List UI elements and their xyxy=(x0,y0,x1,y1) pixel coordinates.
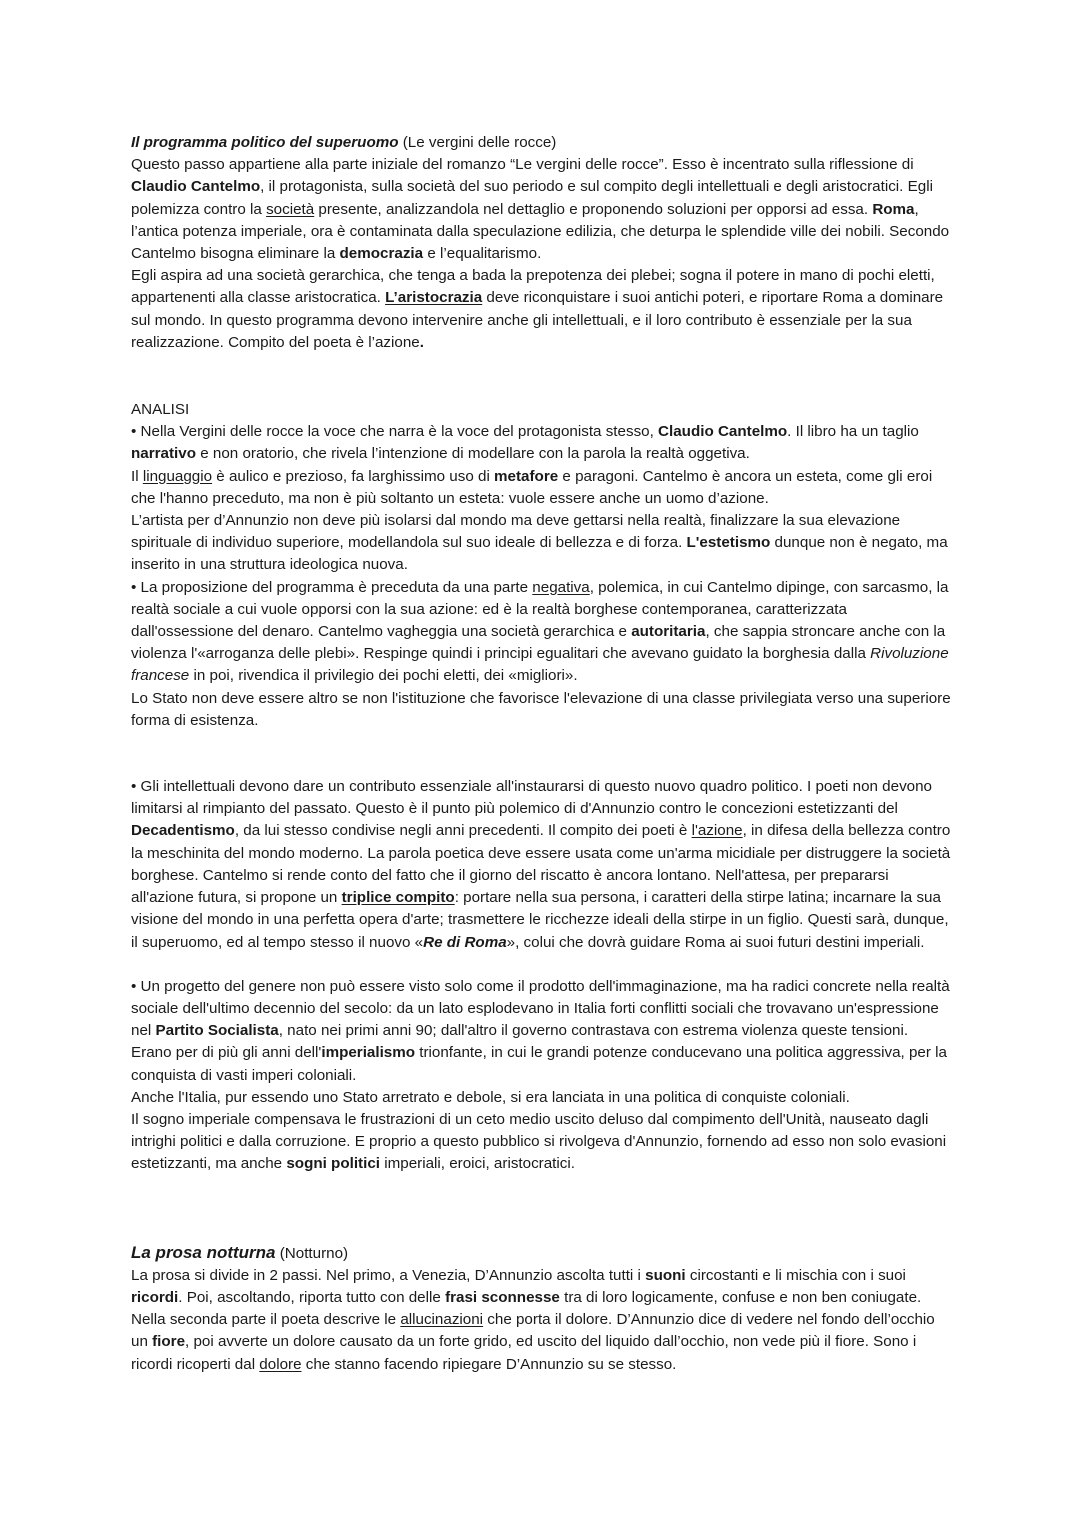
text-run: : portare nella sua persona, i caratteri della stirpe latina; incarnare la sua visione del mondo in una perfetta opera d'arte; trasmettere le ricchezze ideali della stirpe in un figlio. Questi sarà, dunque, il superuomo, ed al tempo stesso il nuovo « xyxy=(131,889,949,951)
text-run: • Un progetto del genere non può essere visto solo come il prodotto dell'immaginazione, ma ha radici concrete nella realtà sociale dell'ultimo decennio del secolo: da un lato esplodevano in Italia forti conflitti sociali che trovavano un'espressione nel xyxy=(131,977,950,1040)
document-page xyxy=(131,132,951,1376)
bold-run: . xyxy=(419,333,424,351)
paragraph-prosa-notturna xyxy=(131,1265,951,1376)
text-run: Questo passo appartiene alla parte iniziale del romanzo “Le vergini delle rocce”. Esso è incentrato sulla riflessione di xyxy=(131,156,914,174)
section-title-main: Il programma politico del superuomo xyxy=(131,134,399,151)
bullet-parte-negativa xyxy=(131,577,951,688)
text-run: , da lui stesso condivise negli anni precedenti. Il compito dei poeti è xyxy=(234,822,692,840)
text-run: • Gli intellettuali devono dare un contributo essenziale all'instaurarsi di questo nuovo quadro politico. I poeti non devono limitarsi al rimpianto del passato. Questo è il punto più polemico di d'Annunzio contro le concezioni estetizzanti del xyxy=(131,778,933,818)
bold-run: imperialismo xyxy=(321,1044,416,1062)
section-title xyxy=(131,132,951,154)
bold-italic-run: Re di Roma xyxy=(423,933,507,951)
text-run: imperiali, eroici, aristocratici. xyxy=(380,1155,575,1173)
underlined-run: società xyxy=(266,200,315,218)
bullet-intellettuali xyxy=(131,776,951,954)
bold-run: ricordi xyxy=(131,1288,179,1306)
text-run: , polemica, in cui Cantelmo dipinge, con sarcasmo, la realtà sociale a cui vuole opporsi con la sua azione: ed è la realtà borghese contemporanea, caratterizzata dall'ossessione del denaro. Cantelmo vagheggia una società gerarchica e xyxy=(131,578,949,641)
bold-underlined-run: L’aristocrazia xyxy=(385,289,483,307)
text-run: Il sogno imperiale compensava le frustrazioni di un ceto medio uscito deluso dal compimento dell'Unità, nauseato dagli intrighi politici e dalla corruzione. E proprio a questo pubblico si rivolgeva d'Annunzio, fornendo ad esso non solo evasioni estetizzanti, ma anche xyxy=(131,1110,947,1173)
bold-run: frasi sconnesse xyxy=(445,1288,560,1306)
paragraph-sogno-imperiale xyxy=(131,1109,951,1176)
underlined-run: allucinazioni xyxy=(400,1311,484,1329)
bold-run: narrativo xyxy=(131,445,196,463)
section-title xyxy=(131,1242,951,1265)
section-title-main: La prosa notturna xyxy=(131,1242,276,1262)
text-run: », colui che dovrà guidare Roma ai suoi futuri destini imperiali. xyxy=(506,933,925,951)
text-run: , poi avverte un dolore causato da un forte grido, ed uscito del liquido dall’occhio, non vede più il fiore. Sono i ricordi ricoperti dal xyxy=(131,1333,917,1373)
section-superuomo xyxy=(131,132,951,354)
paragraph-stato: Lo Stato non deve essere altro se non l'istituzione che favorisce l'elevazione di una classe privilegiata verso una superiore forma di esistenza. xyxy=(131,689,951,729)
text-run: è aulico e prezioso, fa larghissimo uso di xyxy=(212,467,495,485)
text-run: , l’antica potenza imperiale, ora è contaminata dalla speculazione edilizia, che deturpa le splendide ville dei nobili. Secondo Cantelmo bisogna eliminare la xyxy=(131,200,950,263)
text-run: , in difesa della bellezza contro la meschinita del mondo moderno. La parola poetica deve essere usata come un'arma micidiale per distruggere la società borghese. Cantelmo si rende conto del fatto che il giorno del riscatto è ancora lontano. Nell'attesa, per prepararsi all'azione futura, si propone un xyxy=(131,822,951,907)
bold-run: suoni xyxy=(645,1266,686,1284)
text-run: deve riconquistare i suoi antichi poteri, e riportare Roma a dominare sul mondo. In questo programma devono intervenire anche gli intellettuali, e il loro contributo è essenziale per la sua realizzazione. Compito del poeta è l’azione xyxy=(131,289,944,351)
text-run: dunque non è negato, ma inserito in una struttura ideologica nuova. xyxy=(131,534,948,574)
text-run: Egli aspira ad una società gerarchica, che tenga a bada la prepotenza dei plebei; sogna il potere in mano di pochi eletti, appartenenti alla classe aristocratica. xyxy=(131,267,935,307)
text-run: • Nella Vergini delle rocce la voce che narra è la voce del protagonista stesso, xyxy=(131,423,659,441)
text-run: e non oratorio, che rivela l’intenzione di modellare con la parola la realtà oggetiva. xyxy=(196,445,750,463)
text-run: in poi, rivendica il privilegio dei pochi eletti, dei «migliori». xyxy=(189,667,578,685)
underlined-run: linguaggio xyxy=(142,467,213,485)
paragraph-italia: Anche l'Italia, pur essendo uno Stato arretrato e debole, si era lanciata in una politica di conquiste coloniali. xyxy=(131,1088,850,1106)
bold-run: fiore xyxy=(152,1333,186,1351)
bold-run: Claudio Cantelmo xyxy=(658,423,788,441)
text-run: Il xyxy=(131,467,143,485)
text-run: • La proposizione del programma è preceduta da una parte xyxy=(131,578,533,596)
text-run: La prosa si divide in 2 passi. Nel primo, a Venezia, D’Annunzio ascolta tutti i xyxy=(131,1266,646,1284)
text-run: , che sappia stroncare anche con la violenza l'«arroganza delle plebi». Respinge quindi i principi egualitari che avevano guidato la borghesia dalla xyxy=(131,623,946,663)
underlined-run: l'azione xyxy=(691,822,743,840)
text-run: che stanno facendo ripiegare D’Annunzio su se stesso. xyxy=(301,1355,677,1373)
text-run: , nato nei primi anni 90; dall'altro il governo contrastava con estrema violenza queste tensioni. Erano per di più gli anni dell' xyxy=(131,1022,909,1062)
paragraph-artista xyxy=(131,510,951,577)
bold-run: Decadentismo xyxy=(131,822,235,840)
text-run: e paragoni. Cantelmo è ancora un esteta, come gli eroi che l'hanno preceduto, ma non è più soltanto un esteta: vuole essere anche un uomo d’azione. xyxy=(131,467,933,507)
text-run: . Poi, ascoltando, riporta tutto con delle xyxy=(178,1288,446,1306)
text-run: e l’equalitarismo. xyxy=(423,245,542,263)
paragraph-aristocrazia xyxy=(131,265,951,354)
bold-run: democrazia xyxy=(339,245,424,263)
text-run: . Il libro ha un taglio xyxy=(787,423,919,441)
text-run: che porta il dolore. D’Annunzio dice di vedere nel fondo dell’occhio un xyxy=(131,1311,935,1351)
section-notturno xyxy=(131,1242,951,1376)
text-run: presente, analizzandola nel dettaglio e proponendo soluzioni per opporsi ad essa. xyxy=(314,200,873,218)
italic-run: Rivoluzione francese xyxy=(131,645,949,685)
text-run: , il protagonista, sulla società del suo periodo e sul compito degli intellettuali e degli aristocratici. Egli polemizza contro la xyxy=(131,178,933,218)
paragraph-intro xyxy=(131,154,951,265)
bold-run: metafore xyxy=(494,467,559,485)
underlined-run: dolore xyxy=(259,1355,302,1373)
bold-run: Claudio Cantelmo xyxy=(131,178,261,196)
text-run: L’artista per d’Annunzio non deve più isolarsi dal mondo ma deve gettarsi nella realtà, finalizzare la sua elevazione spirituale di individuo superiore, modellandola sul suo ideale di bellezza e di forza. xyxy=(131,512,901,552)
section-analisi xyxy=(131,399,951,732)
bold-run: Partito Socialista xyxy=(155,1022,279,1040)
text-run: circostanti e li mischia con i suoi xyxy=(685,1266,906,1284)
paragraph-linguaggio xyxy=(131,466,951,510)
bold-underlined-run: triplice compito xyxy=(341,889,455,907)
underlined-run: negativa xyxy=(532,578,590,596)
analisi-heading: ANALISI xyxy=(131,401,190,419)
text-run: trionfante, in cui le grandi potenze conducevano una politica aggressiva, per la conquista di vasti imperi coloniali. xyxy=(131,1044,947,1084)
section-title-sub: (Notturno) xyxy=(275,1244,349,1262)
bold-run: L'estetismo xyxy=(686,534,771,552)
bold-run: autoritaria xyxy=(631,623,706,641)
bold-run: sogni politici xyxy=(286,1155,380,1173)
bullet-progetto xyxy=(131,976,951,1087)
section-title-sub: (Le vergini delle rocce) xyxy=(398,134,557,151)
text-run: tra di loro logicamente, confuse e non ben coniugate. Nella seconda parte il poeta descrive le xyxy=(131,1288,922,1329)
bullet-voce-narrante xyxy=(131,421,951,465)
section-intellettuali xyxy=(131,776,951,1175)
bold-run: Roma xyxy=(872,200,915,218)
